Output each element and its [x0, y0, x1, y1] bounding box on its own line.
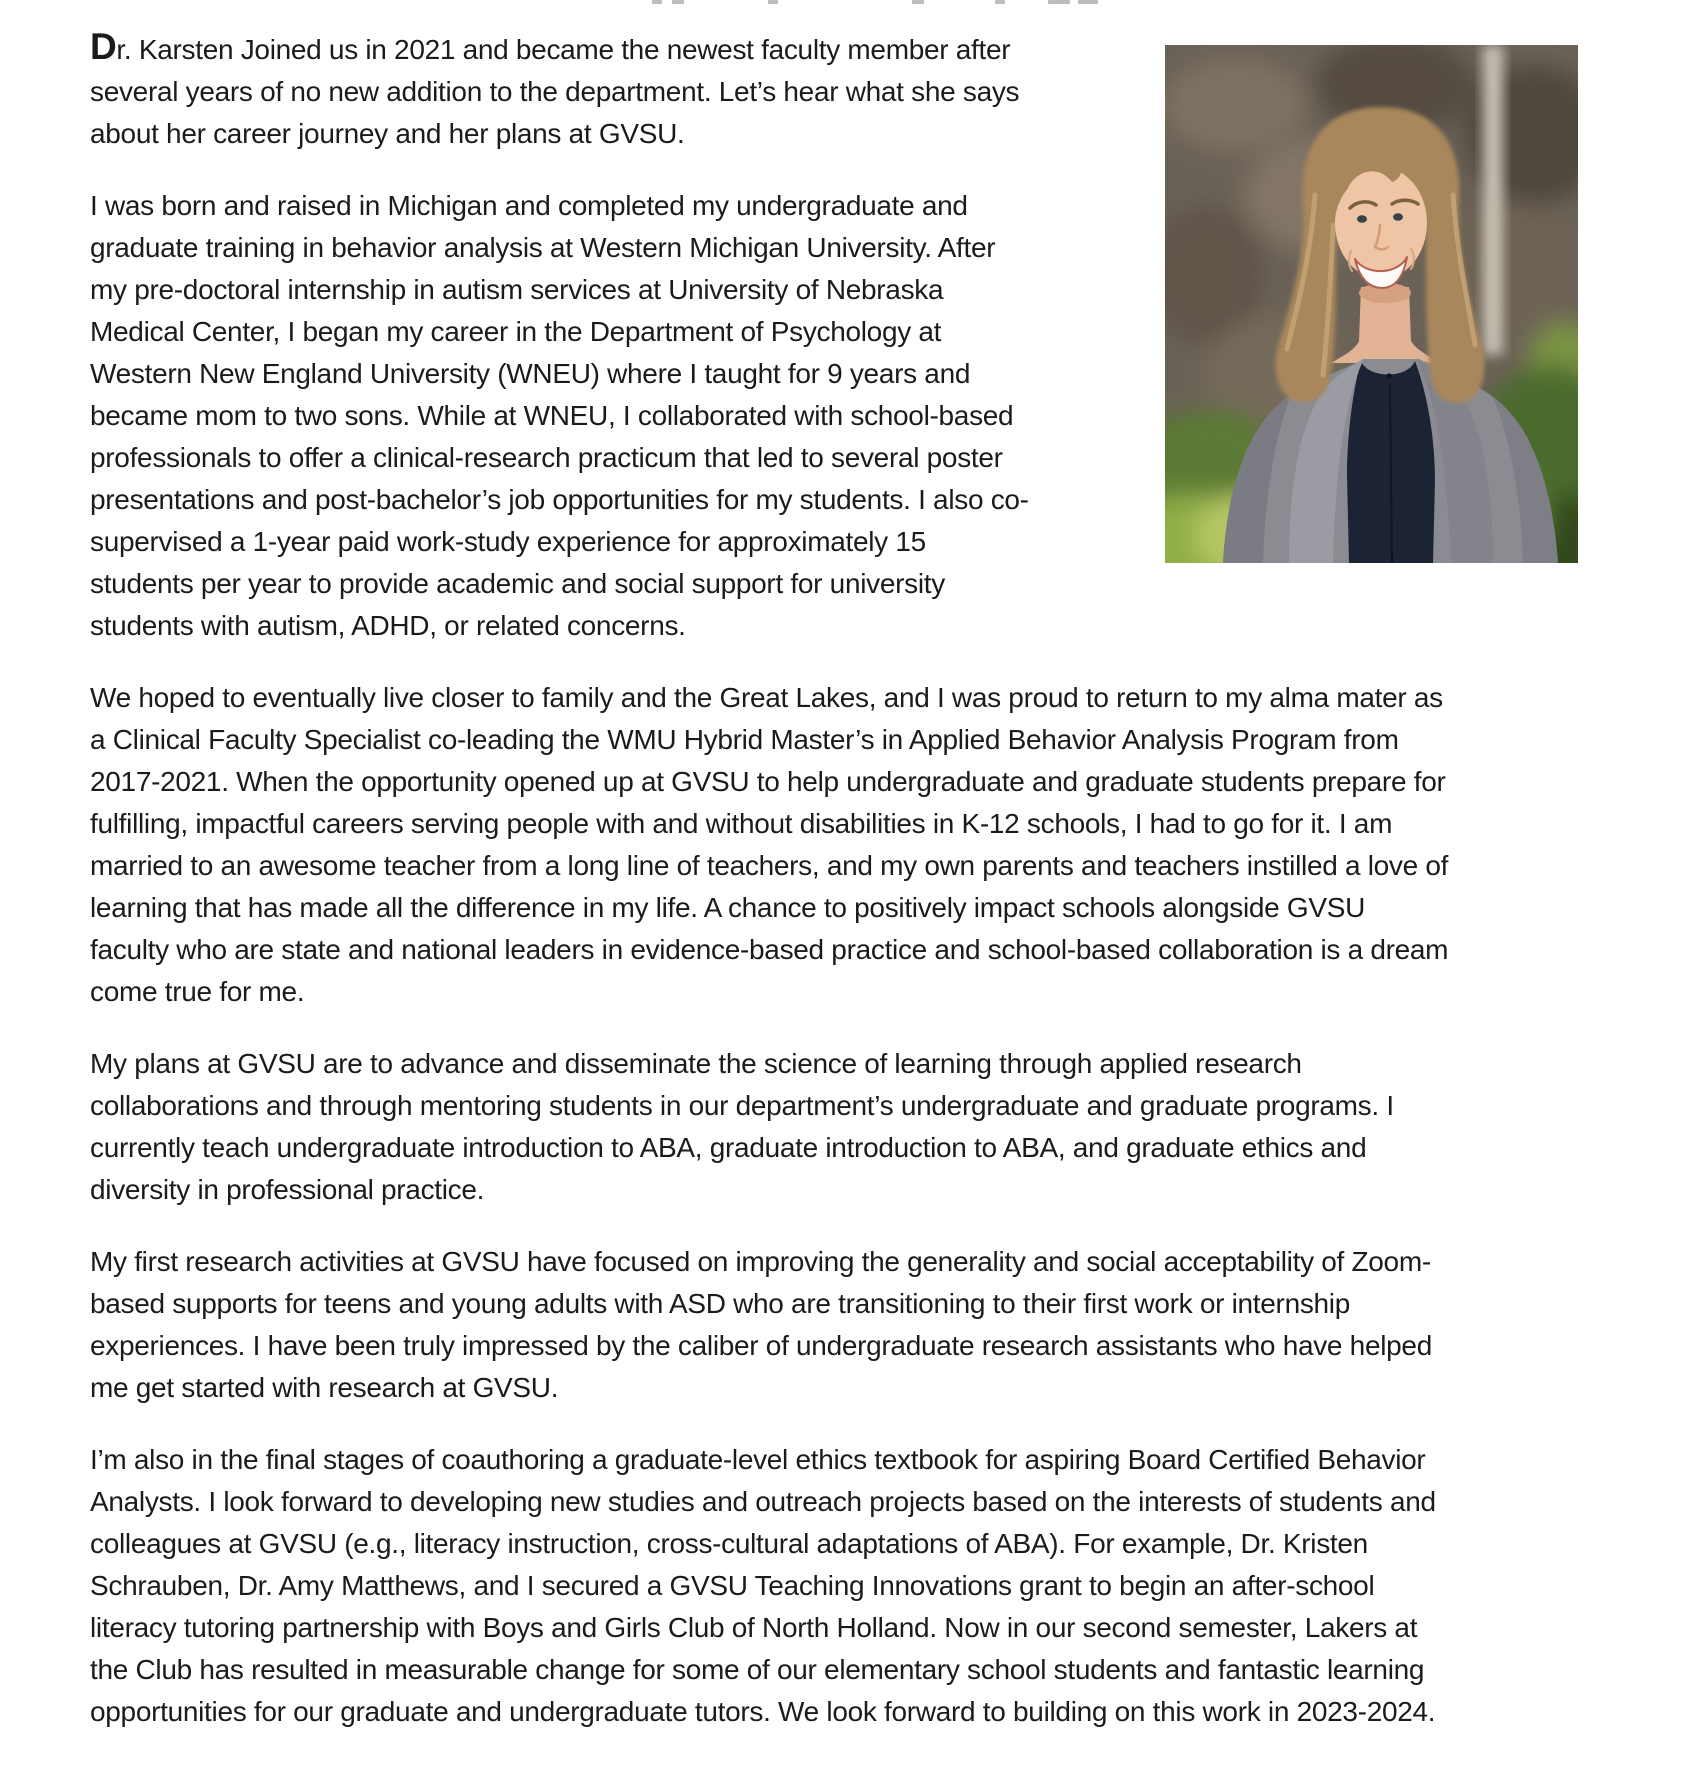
bio-paragraph-plans: My plans at GVSU are to advance and disseminate the science of learning through applied research collaborations and through mentoring students in our department’s undergraduate and graduate programs. I currently teach undergraduate introduction to ABA, graduate introduction to ABA, and graduate ethics and diversity in professional practice. [90, 1048, 1394, 1205]
cropped-glyph-mark [1048, 0, 1070, 4]
cropped-glyph-mark [1078, 0, 1098, 4]
photo-light-pole [1483, 45, 1503, 355]
intro-text: r. Karsten Joined us in 2021 and became the newest faculty member after several years of no new addition to the department. Let’s hear what she says about her career journey and her plans at GVSU. [90, 34, 1020, 149]
bio-paragraph-career-start: I was born and raised in Michigan and completed my undergraduate and graduate training in behavior analysis at Western Michigan University. After my pre-doctoral internship in autism services at University of Nebraska Medical Center, I began my career in the Department of Psychology at Western New England University (WNEU) where I taught for 9 years and became mom to two sons. While at WNEU, I collaborated with school-based professionals to offer a clinical-research practicum that led to several poster presentations and post-bachelor’s job opportunities for my students. I also co-supervised a 1-year paid work-study experience for approximately 15 students per year to provide academic and social support for university students with autism, ADHD, or related concerns. [90, 190, 1029, 641]
dropcap-letter: D [90, 26, 117, 67]
cropped-heading-remnant [0, 0, 1700, 6]
bio-paragraph-return-to-michigan: We hoped to eventually live closer to family and the Great Lakes, and I was proud to return to my alma mater as a Clinical Faculty Specialist co-leading the WMU Hybrid Master’s in Applied Behavior Analysis Program from 2017-2021. When the opportunity opened up at GVSU to help undergraduate and graduate students prepare for fulfilling, impactful careers serving people with and without disabilities in K-12 schools, I had to go for it. I am married to an awesome teacher from a long line of teachers, and my own parents and teachers instilled a love of learning that has made all the difference in my life. A chance to positively impact schools alongside GVSU faculty who are state and national leaders in evidence-based practice and school-based collaboration is a dream come true for me. [90, 682, 1449, 1007]
intro-paragraph [90, 26, 1030, 155]
bio-paragraph-textbook-outreach: I’m also in the final stages of coauthoring a graduate-level ethics textbook for aspiring Board Certified Behavior Analysts. I look forward to developing new studies and outreach projects based on the interests of students and colleagues at GVSU (e.g., literacy instruction, cross-cultural adaptations of ABA). For example, Dr. Kristen Schrauben, Dr. Amy Matthews, and I secured a GVSU Teaching Innovations grant to begin an after-school literacy tutoring partnership with Boys and Girls Club of North Holland. Now in our second semester, Lakers at the Club has resulted in measurable change for some of our elementary school students and fantastic learning opportunities for our graduate and undergraduate tutors. We look forward to building on this work in 2023-2024. [90, 1444, 1436, 1727]
bio-paragraph-research: My first research activities at GVSU have focused on improving the generality and social acceptability of Zoom-based supports for teens and young adults with ASD who are transitioning to their first work or internship experiences. I have been truly impressed by the caliber of undergraduate research assistants who have helped me get started with research at GVSU. [90, 1246, 1432, 1403]
cropped-glyph-mark [672, 0, 684, 4]
cropped-glyph-mark [652, 0, 662, 4]
cropped-glyph-mark [768, 0, 778, 4]
article-body [90, 26, 1450, 1763]
cropped-glyph-mark [995, 0, 1005, 4]
cropped-glyph-mark [912, 0, 924, 4]
